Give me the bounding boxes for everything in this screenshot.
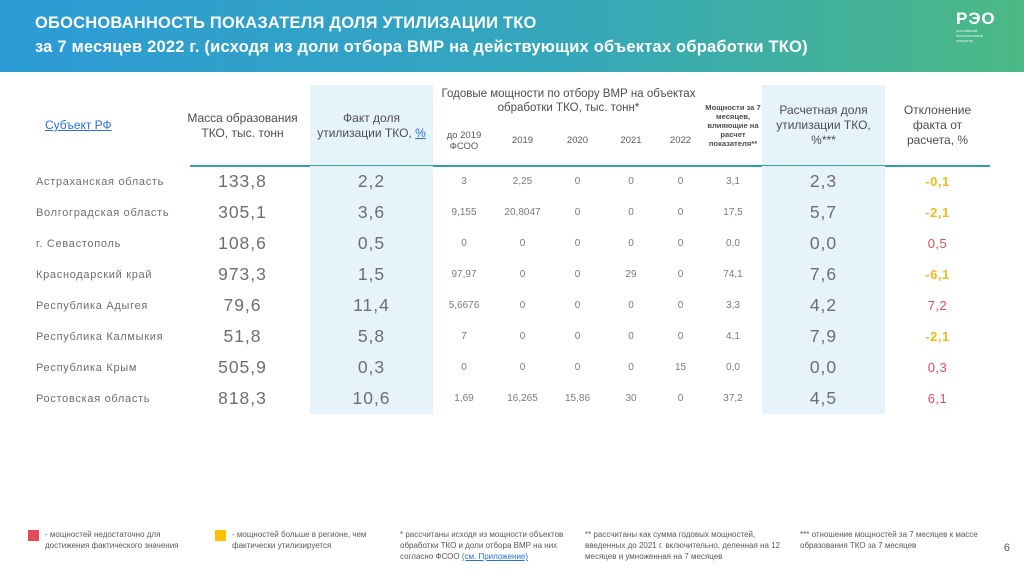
legend-red-square — [28, 530, 39, 541]
fact-share-value: 1,5 — [310, 259, 433, 290]
capacity-2020: 0 — [574, 207, 581, 218]
subject-rf-link[interactable]: Субъект РФ — [45, 118, 112, 132]
legend-yellow-square — [215, 530, 226, 541]
table-row — [35, 321, 990, 352]
mass-value: 108,6 — [218, 233, 267, 253]
col-header-calc: Расчетная доля утилизации ТКО, %*** — [762, 85, 885, 166]
fact-percent-link[interactable]: % — [415, 125, 426, 140]
fact-share-value: 2,2 — [310, 166, 433, 197]
region-name: Краснодарский край — [36, 268, 153, 281]
fact-share-value: 0,3 — [310, 352, 433, 383]
capacity-2020: 0 — [574, 300, 581, 311]
col-header-2022: 2022 — [669, 135, 692, 146]
page-title — [35, 11, 808, 59]
calc-share-value: 2,3 — [762, 166, 885, 197]
capacity-2021: 0 — [628, 362, 634, 373]
power7-value: 17,5 — [723, 207, 743, 218]
deviation-value: 0,5 — [927, 236, 948, 251]
calc-share-value: 7,9 — [762, 321, 885, 352]
mass-value: 973,3 — [218, 264, 267, 284]
fact-share-value: 5,8 — [310, 321, 433, 352]
col-header-fact — [310, 85, 433, 166]
table-row — [35, 166, 990, 197]
legend-yellow-label: - мощностей больше в регионе, чем фактически утилизируется — [232, 530, 367, 550]
capacity-2019: 16,265 — [507, 393, 538, 404]
fact-header-text: Факт доля утилизации ТКО, — [317, 110, 416, 140]
legend-red-label: - мощностей недостаточно для достижения фактического значения — [45, 530, 179, 550]
capacity-2021: 0 — [628, 207, 634, 218]
deviation-value: -2,1 — [925, 329, 950, 344]
region-name: Республика Калмыкия — [36, 330, 164, 343]
capacity-2022: 0 — [677, 176, 684, 187]
col-header-2020: 2020 — [566, 135, 589, 146]
capacity-2022: 0 — [677, 331, 684, 342]
mass-value: 305,1 — [218, 202, 267, 222]
power7-value: 3,1 — [726, 176, 740, 187]
capacity-2022: 15 — [674, 362, 687, 373]
power7-value: 3,3 — [726, 300, 740, 311]
capacity-2020: 0 — [574, 269, 581, 280]
calc-share-value: 7,6 — [762, 259, 885, 290]
fact-share-value: 3,6 — [310, 197, 433, 228]
region-name: Республика Адыгея — [36, 299, 149, 312]
deviation-value: -2,1 — [925, 205, 950, 220]
col-header-mass: Масса образования ТКО, тыс. тонн — [187, 110, 298, 140]
col-header-power7: Мощности за 7 месяцев, влияющие на расчет показателя** — [705, 103, 761, 148]
deviation-value: 6,1 — [927, 391, 948, 406]
table-row — [35, 383, 990, 414]
power7-value: 74,1 — [723, 269, 743, 280]
table-header — [35, 85, 990, 166]
capacity-2021: 29 — [625, 269, 637, 280]
legend-item-excess — [215, 529, 392, 551]
mass-value: 79,6 — [223, 295, 262, 315]
capacity-2019: 0 — [519, 331, 526, 342]
capacity-pre2019: 3 — [461, 176, 467, 187]
footnote-1-text: * рассчитаны исходя из мощности объектов обработки ТКО и доли отбора ВМР на них согласно ФСОО — [400, 530, 564, 561]
mass-value: 818,3 — [218, 388, 267, 408]
capacity-2021: 0 — [628, 300, 634, 311]
annual-group-title: Годовые мощности по отбору ВМР на объектах обработки ТКО, тыс. тонн* — [441, 88, 696, 114]
fact-share-value: 11,4 — [310, 290, 433, 321]
footnote-3: *** отношение мощностей за 7 месяцев к массе образования ТКО за 7 месяцев — [800, 530, 978, 550]
capacity-2019: 20,8047 — [504, 207, 541, 218]
region-name: Ростовская область — [36, 392, 151, 405]
mass-value: 51,8 — [223, 326, 262, 346]
capacity-2022: 0 — [677, 238, 684, 249]
capacity-2022: 0 — [677, 393, 684, 404]
capacity-2020: 0 — [574, 176, 581, 187]
table-row — [35, 197, 990, 228]
year-subheaders — [433, 115, 704, 166]
capacity-pre2019: 7 — [461, 331, 467, 342]
calc-share-value: 5,7 — [762, 197, 885, 228]
footnote-1 — [400, 529, 568, 562]
col-header-2019: 2019 — [511, 135, 534, 146]
table-row — [35, 290, 990, 321]
capacity-2022: 0 — [677, 207, 684, 218]
fact-share-value: 0,5 — [310, 228, 433, 259]
deviation-value: -0,1 — [925, 174, 950, 189]
col-group-annual-capacity — [433, 85, 704, 166]
region-name: Республика Крым — [36, 361, 138, 374]
capacity-2019: 2,25 — [512, 176, 533, 187]
capacity-2021: 0 — [628, 331, 634, 342]
capacity-2019: 0 — [519, 269, 526, 280]
col-header-subject[interactable] — [35, 85, 175, 166]
capacity-2020: 0 — [574, 362, 581, 373]
power7-value: 4,1 — [726, 331, 740, 342]
deviation-value: 0,3 — [927, 360, 948, 375]
mass-value: 505,9 — [218, 357, 267, 377]
capacity-2021: 0 — [628, 238, 634, 249]
capacity-pre2019: 0 — [461, 362, 467, 373]
reo-logo — [956, 10, 1008, 43]
legend-item-insufficient — [28, 529, 205, 551]
region-name: Волгоградская область — [36, 206, 170, 219]
reo-logo-subtext: российский экологический оператор — [956, 28, 983, 43]
table-row — [35, 228, 990, 259]
table-body — [35, 166, 990, 414]
calc-share-value: 4,5 — [762, 383, 885, 414]
power7-value: 0,0 — [726, 238, 740, 249]
page-number: 6 — [1003, 542, 1010, 554]
col-header-2021: 2021 — [620, 135, 642, 146]
capacity-pre2019: 1,69 — [454, 393, 474, 404]
table-row — [35, 259, 990, 290]
footnote-2: ** рассчитаны как сумма годовых мощностей, введенных до 2021 г. включительно, деленная на 12 месяцев и умноженная на 7 месяцев — [585, 530, 781, 561]
capacity-2020: 0 — [574, 238, 581, 249]
capacity-pre2019: 9,155 — [451, 207, 477, 218]
col-header-deviation: Отклонение факта от расчета, % — [903, 103, 972, 147]
calc-share-value: 4,2 — [762, 290, 885, 321]
deviation-value: -6,1 — [925, 267, 950, 282]
capacity-2021: 0 — [628, 176, 634, 187]
mass-value: 133,8 — [218, 171, 267, 191]
col-header-pre2019: до 2019 ФСОО — [446, 129, 482, 152]
capacity-2021: 30 — [625, 393, 637, 404]
capacity-pre2019: 0 — [461, 238, 467, 249]
power7-value: 0,0 — [726, 362, 740, 373]
utilization-table — [35, 85, 990, 414]
reo-logo-text: РЭО — [956, 9, 996, 28]
capacity-pre2019: 97,97 — [451, 269, 477, 280]
fact-share-value: 10,6 — [310, 383, 433, 414]
capacity-2019: 0 — [519, 300, 526, 311]
capacity-2020: 0 — [574, 331, 581, 342]
title-line-1: ОБОСНОВАННОСТЬ ПОКАЗАТЕЛЯ ДОЛЯ УТИЛИЗАЦИИ ТКО — [35, 14, 537, 32]
capacity-2022: 0 — [677, 269, 684, 280]
capacity-2019: 0 — [519, 238, 526, 249]
footer — [0, 524, 1024, 574]
capacity-2019: 0 — [519, 362, 526, 373]
title-line-2: за 7 месяцев 2022 г. (исходя из доли отбора ВМР на действующих объектах обработки ТКО) — [35, 38, 808, 56]
region-name: Астраханская область — [36, 175, 165, 188]
calc-share-value: 0,0 — [762, 352, 885, 383]
region-name: г. Севастополь — [36, 237, 121, 250]
power7-value: 37,2 — [723, 393, 743, 404]
appendix-link[interactable]: (см. Приложение) — [461, 552, 529, 561]
slide-header-bar — [0, 0, 1024, 72]
calc-share-value: 0,0 — [762, 228, 885, 259]
capacity-pre2019: 5,6676 — [448, 300, 480, 311]
capacity-2020: 15,86 — [564, 393, 591, 404]
table-row — [35, 352, 990, 383]
capacity-2022: 0 — [677, 300, 684, 311]
deviation-value: 7,2 — [927, 298, 948, 313]
